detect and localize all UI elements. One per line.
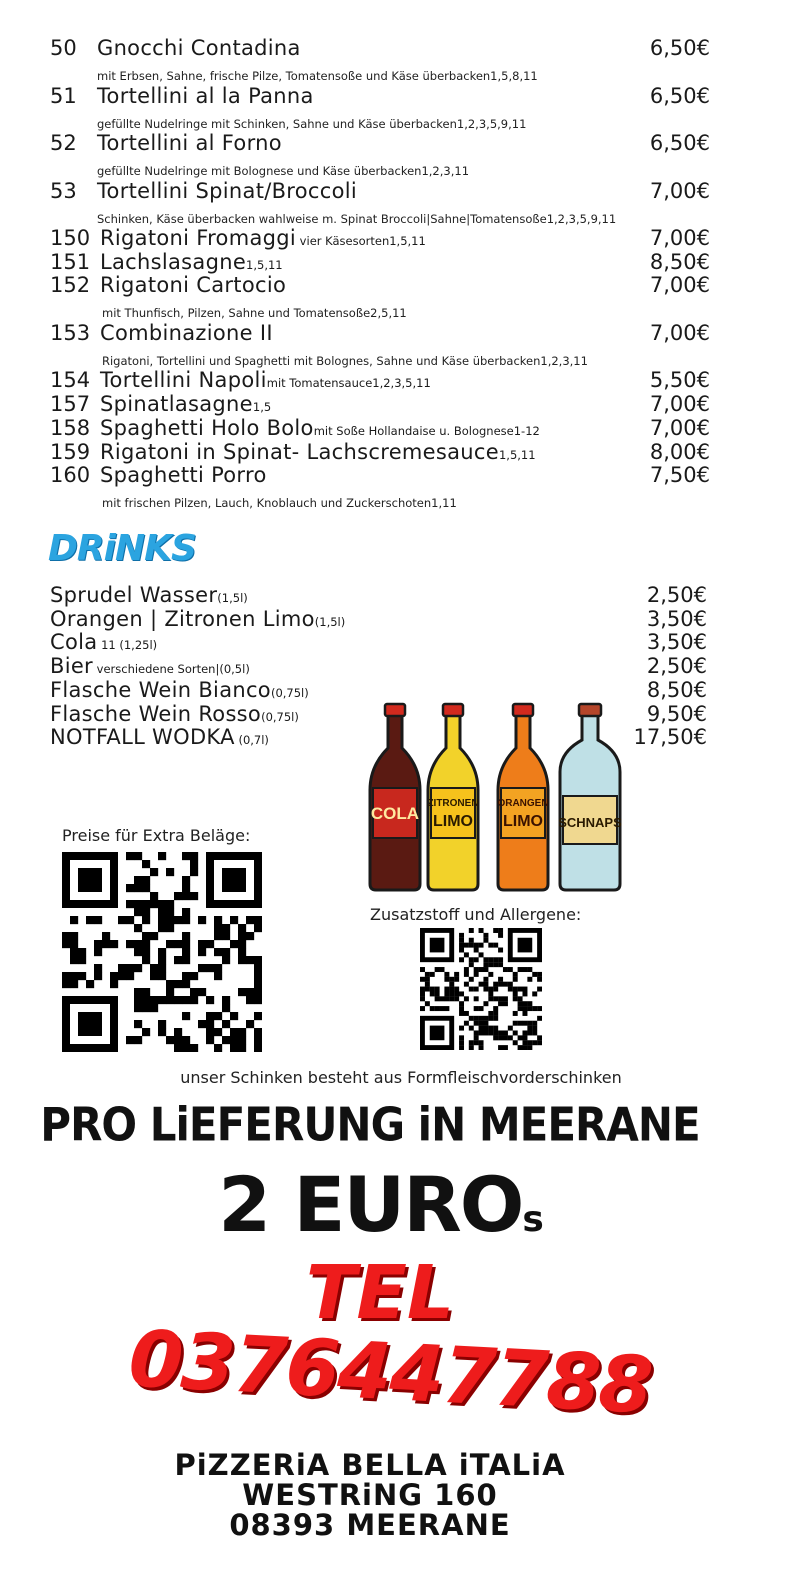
- dish-name: [97, 131, 282, 158]
- dish-price: 6,50€: [649, 36, 710, 60]
- drink-bottles-illustration: [362, 700, 632, 896]
- dish-detail: 1,5: [252, 400, 272, 415]
- ham-note: unser Schinken besteht aus Formfleischvorderschinken: [180, 1068, 622, 1087]
- dish-price: 5,50€: [649, 368, 710, 393]
- drink-size: (0,75l): [270, 685, 309, 700]
- dish-price: 6,50€: [649, 131, 710, 155]
- dish-row: [50, 416, 710, 440]
- dish-description: mit Erbsen, Sahne, frische Pilze, Tomatensoße und Käse überbacken1,5,8,11: [97, 69, 538, 83]
- dish-description: mit frischen Pilzen, Lauch, Knoblauch und Zuckerschoten1,11: [102, 496, 457, 511]
- dish-detail: mit Tomatensauce1,2,3,5,11: [266, 376, 431, 391]
- bottle-label-sub: LIMO: [503, 813, 543, 830]
- drink-price: 2,50€: [646, 654, 707, 679]
- dish-number: 158: [50, 415, 91, 440]
- dish-row: [50, 250, 710, 274]
- dish-number: 51: [50, 83, 77, 108]
- drink-title: Flasche Wein Bianco: [50, 677, 271, 702]
- drink-size: (0,7l): [234, 733, 269, 748]
- drink-title: Orangen | Zitronen Limo: [50, 606, 315, 631]
- dish-title: Tortellini Spinat/Broccoli: [97, 178, 358, 203]
- dish-number: 153: [50, 320, 91, 345]
- drink-size: 11 (1,25l): [97, 638, 158, 653]
- bottle-label: ORANGEN: [497, 798, 549, 809]
- dish-title: Tortellini al la Panna: [97, 83, 314, 108]
- dish-row: [50, 463, 710, 487]
- drink-row: [50, 607, 710, 631]
- dish-detail: vier Käsesorten1,5,11: [296, 234, 426, 248]
- drink-title: Bier: [50, 654, 93, 679]
- drink-row: [50, 678, 710, 702]
- bottle-label: SCHNAPS: [558, 815, 622, 830]
- dish-price: 7,00€: [649, 415, 710, 440]
- dish-price: 7,00€: [649, 392, 710, 417]
- dish-description: gefüllte Nudelringe mit Schinken, Sahne und Käse überbacken1,2,3,5,9,11: [97, 116, 527, 131]
- drink-title: Cola: [50, 630, 98, 655]
- dish-row: [50, 440, 710, 464]
- dish-row: [50, 273, 710, 297]
- tel-label: TEL: [305, 1250, 455, 1336]
- dish-price: 7,00€: [649, 226, 710, 250]
- dish-number: 160: [50, 463, 91, 488]
- dish-price: 8,00€: [649, 439, 710, 464]
- dish-title: Tortellini al Forno: [97, 131, 282, 155]
- dish-number: 152: [50, 273, 91, 298]
- dish-number: 52: [50, 131, 77, 155]
- dish-price: 7,00€: [649, 273, 710, 298]
- qr-code-allergens[interactable]: [420, 928, 542, 1050]
- qr-code-extra-toppings[interactable]: [62, 852, 262, 1052]
- drink-name: [50, 725, 269, 752]
- dish-detail: 1,5,11: [498, 447, 536, 462]
- dish-number: 159: [50, 439, 91, 464]
- drink-row: [50, 630, 710, 654]
- drink-size: (0,75l): [261, 709, 299, 724]
- dish-price: 7,50€: [649, 463, 710, 488]
- delivery-fee-amount: 2 EURO: [218, 1160, 523, 1249]
- dish-description: Schinken, Käse überbacken wahlweise m. Spinat Broccoli|Sahne|Tomatensoße1,2,3,5,9,11: [97, 211, 617, 226]
- address-street: WESTRiNG 160: [242, 1478, 498, 1512]
- dish-title: Rigatoni Fromaggi: [100, 226, 297, 250]
- dish-title: Spaghetti Holo Bolo: [100, 415, 314, 440]
- dish-number: 150: [50, 226, 91, 250]
- dish-name: [100, 273, 286, 300]
- dish-price: 7,00€: [649, 320, 710, 345]
- dish-row: [50, 226, 710, 250]
- drink-price: 8,50€: [646, 677, 707, 702]
- dish-name: [100, 321, 273, 348]
- dish-price: 7,00€: [649, 178, 710, 203]
- dish-row: [50, 392, 710, 416]
- drink-title: Flasche Wein Rosso: [50, 701, 262, 726]
- drink-price: 9,50€: [646, 701, 707, 726]
- dish-number: 154: [50, 368, 91, 393]
- dish-title: Gnocchi Contadina: [97, 36, 301, 60]
- dish-title: Spaghetti Porro: [100, 463, 267, 488]
- drinks-heading: DRiNKS: [48, 528, 196, 569]
- dish-title: Lachslasagne: [100, 249, 247, 274]
- drink-size: (1,5l): [314, 614, 346, 629]
- drink-row: [50, 583, 710, 607]
- dish-title: Rigatoni Cartocio: [100, 273, 287, 298]
- dish-detail: mit Soße Hollandaise u. Bolognese1-12: [313, 423, 540, 438]
- drink-price: 3,50€: [646, 630, 707, 655]
- dish-row: [50, 368, 710, 392]
- dish-name: [97, 179, 357, 206]
- dish-row: [50, 84, 710, 108]
- dish-number: 53: [50, 178, 77, 203]
- dish-number: 50: [50, 36, 77, 60]
- drink-price: 3,50€: [646, 606, 707, 631]
- delivery-fee-suffix: s: [522, 1199, 542, 1240]
- drink-title: NOTFALL WODKA: [50, 725, 235, 750]
- drink-title: Sprudel Wasser: [50, 583, 218, 607]
- dish-price: 8,50€: [649, 249, 710, 274]
- bottle-orangen: [497, 704, 548, 890]
- dish-description: gefüllte Nudelringe mit Bolognese und Käse überbacken1,2,3,11: [97, 164, 470, 178]
- bottle-label-sub: LIMO: [433, 813, 473, 830]
- drink-price: 2,50€: [646, 583, 707, 607]
- dish-detail: 1,5,11: [246, 257, 283, 272]
- drink-price: 17,50€: [633, 725, 707, 750]
- dish-name: [100, 463, 267, 490]
- qr-allergens-caption: Zusatzstoff und Allergene:: [370, 905, 582, 924]
- dish-price: 6,50€: [649, 83, 710, 108]
- dish-row: [50, 131, 710, 155]
- dish-row: [50, 36, 710, 60]
- dish-number: 157: [50, 392, 91, 417]
- drink-size: (1,5l): [217, 591, 248, 605]
- drink-size: verschiedene Sorten|(0,5l): [93, 662, 250, 677]
- bottle-cola: [370, 704, 420, 890]
- dish-title: Combinazione II: [100, 320, 273, 345]
- delivery-headline: PRO LiEFERUNG iN MEERANE: [40, 1097, 700, 1152]
- dish-name: [97, 36, 301, 63]
- dish-title: Tortellini Napoli: [100, 368, 267, 393]
- bottle-label: ZITRONEN: [427, 798, 479, 809]
- phone-number[interactable]: 0376447788: [126, 1314, 654, 1432]
- address-name: PiZZERiA BELLA iTALiA: [174, 1448, 566, 1482]
- drink-row: [50, 654, 710, 678]
- dish-description: Rigatoni, Tortellini und Spaghetti mit Bolognes, Sahne und Käse überbacken1,2,3,11: [102, 353, 588, 368]
- dish-row: [50, 179, 710, 203]
- dish-row: [50, 321, 710, 345]
- dish-title: Spinatlasagne: [100, 392, 253, 417]
- dish-title: Rigatoni in Spinat- Lachscremesauce: [100, 439, 499, 464]
- delivery-fee: [0, 1160, 760, 1249]
- dish-name: [97, 84, 314, 111]
- dish-description: mit Thunfisch, Pilzen, Sahne und Tomatensoße2,5,11: [102, 306, 407, 321]
- address-city: 08393 MEERANE: [229, 1508, 511, 1542]
- qr-extra-toppings-caption: Preise für Extra Beläge:: [62, 826, 251, 845]
- dish-number: 151: [50, 249, 91, 274]
- bottle-schnaps: [558, 704, 622, 890]
- bottle-zitronen: [427, 704, 478, 890]
- bottle-label: COLA: [370, 804, 420, 823]
